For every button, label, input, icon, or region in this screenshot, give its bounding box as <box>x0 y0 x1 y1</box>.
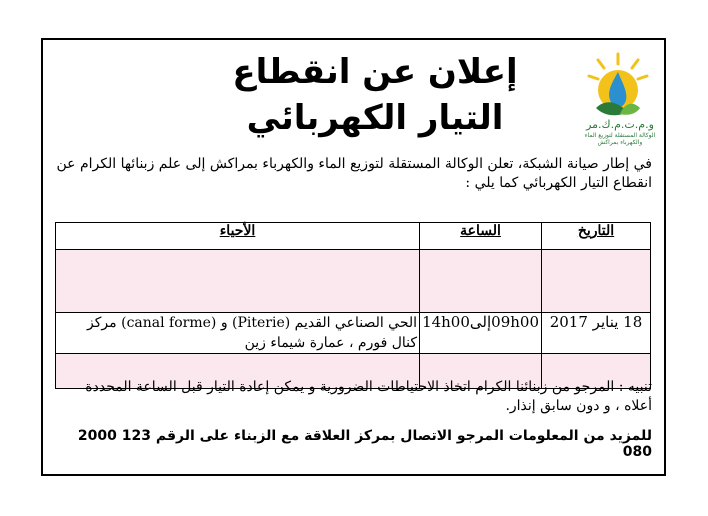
table-row-redacted <box>56 250 651 313</box>
row-districts: الحي الصناعي القديم (Piterie) و (canal forme) مركز كنال فورم ، عمارة شيماء زين <box>56 313 420 354</box>
warning-note: تنبيه : المرجو من زبنائنا الكرام اتخاذ الاحتياطات الضرورية و يمكن إعادة التيار قبل الساعة المحددة أعلاه ، و دون سابق إنذار. <box>85 379 652 414</box>
redacted-cell <box>542 250 651 313</box>
company-logo-icon <box>584 50 652 126</box>
row-time: 09h00إلى14h00 <box>420 313 542 354</box>
outage-table <box>55 222 651 389</box>
header-districts: الأحياء <box>56 223 420 250</box>
intro-paragraph: في إطار صيانة الشبكة، تعلن الوكالة المستقلة لتوزيع الماء والكهرباء بمراكش إلى علم زبنائها الكرام عن انقطاع التيار الكهربائي كما يلي : <box>56 156 652 191</box>
logo-acronym: و.م.ت.م.ك.مر <box>586 118 654 131</box>
contact-line: للمزيد من المعلومات المرجو الاتصال بمركز العلاقة مع الزبناء على الرقم 123 2000 080 <box>77 428 652 460</box>
header-date: التاريخ <box>542 223 651 250</box>
redacted-cell <box>420 250 542 313</box>
table-header-row <box>56 223 651 250</box>
logo-subtitle: الوكالة المستقلة لتوزيع الماء والكهرباء بمراكش <box>584 132 656 146</box>
redacted-cell <box>56 250 420 313</box>
title-line-2: التيار الكهربائي <box>246 98 504 138</box>
title-line-1: إعلان عن انقطاع <box>232 52 518 92</box>
table-row <box>56 313 651 354</box>
row-date: 18 يناير 2017 <box>542 313 651 354</box>
header-time: الساعة <box>420 223 542 250</box>
